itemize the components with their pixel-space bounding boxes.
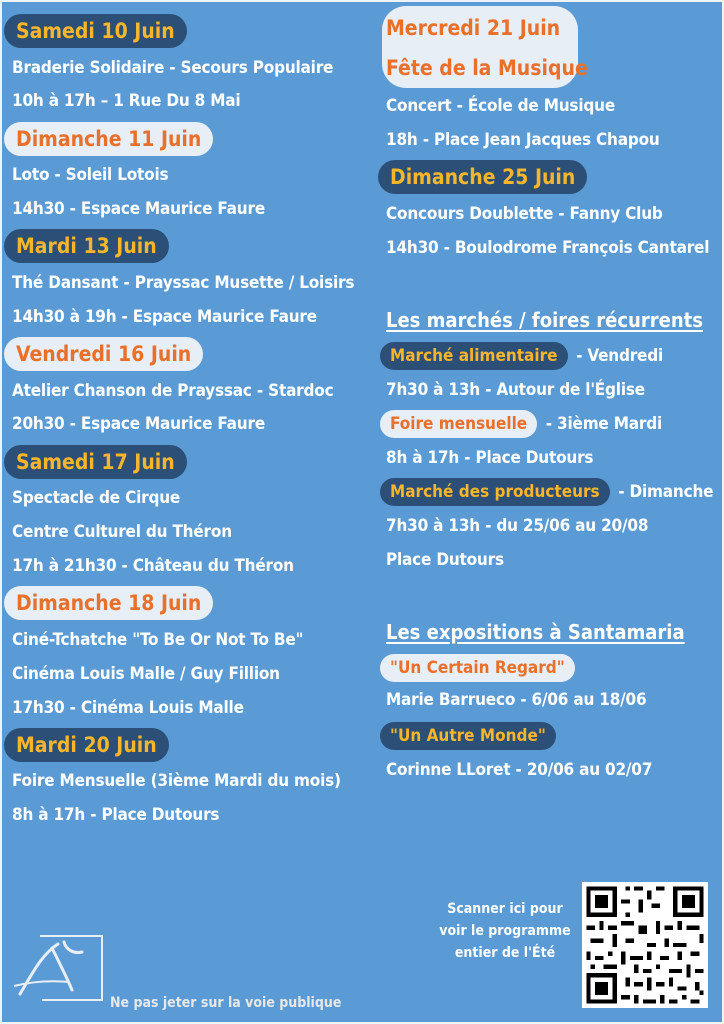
market-day: - Dimanche [618,482,714,502]
event-line: Braderie Solidaire - Secours Populaire [12,58,334,78]
event-line: 17h à 21h30 - Château du Théron [12,556,294,576]
expo-badge: "Un Autre Monde" [380,722,556,750]
date-badge: Dimanche 11 Juin [4,122,213,156]
date-badge: Samedi 10 Juin [4,14,187,48]
event-line: 7h30 à 13h - Autour de l'Église [386,380,645,400]
footer-notice: Ne pas jeter sur la voie publique [110,995,342,1011]
expos-heading: Les expositions à Santamaria [386,620,685,644]
scan-instructions [424,898,586,964]
date-badge-line: Fête de la Musique [386,56,588,80]
event-line: Place Dutours [386,550,504,570]
market-day: - 3ième Mardi [545,414,662,434]
event-line: Concert - École de Musique [386,96,615,116]
date-badge: Mardi 20 Juin [4,728,169,762]
event-line: 18h - Place Jean Jacques Chapou [386,130,660,150]
scan-line: entier de l'Été [454,945,556,961]
event-line: Concours Doublette - Fanny Club [386,204,663,224]
expo-badge: "Un Certain Regard" [380,654,575,682]
event-line: 8h à 17h - Place Dutours [12,805,220,825]
event-line: Loto - Soleil Lotois [12,165,169,185]
market-badge: Marché des producteurs [380,478,610,506]
event-line: 14h30 à 19h - Espace Maurice Faure [12,307,317,327]
market-day: - Vendredi [576,346,664,366]
date-badge: Dimanche 25 Juin [378,160,587,194]
event-line: 10h à 17h – 1 Rue Du 8 Mai [12,91,241,111]
market-badge: Foire mensuelle [380,410,537,438]
event-line: Foire Mensuelle (3ième Mardi du mois) [12,771,341,791]
event-line: Marie Barrueco - 6/06 au 18/06 [386,690,647,710]
event-line: 14h30 - Espace Maurice Faure [12,199,265,219]
scan-line: Scanner ici pour [447,901,563,917]
event-line: 20h30 - Espace Maurice Faure [12,414,265,434]
markets-heading: Les marchés / foires récurrents [386,308,703,332]
date-badge: Dimanche 18 Juin [4,586,213,620]
date-badge: Mardi 13 Juin [4,229,169,263]
event-line: Thé Dansant - Prayssac Musette / Loisirs [12,273,355,293]
event-line: 14h30 - Boulodrome François Cantarel [386,238,710,258]
date-badge: Vendredi 16 Juin [4,337,203,371]
date-badge: Samedi 17 Juin [4,445,187,479]
event-line: Spectacle de Cirque [12,488,181,508]
event-line: 8h à 17h - Place Dutours [386,448,594,468]
market-badge: Marché alimentaire [380,342,568,370]
scan-line: voir le programme [439,923,571,939]
qr-code-icon[interactable] [582,882,708,1008]
event-line: 17h30 - Cinéma Louis Malle [12,698,244,718]
event-line: Cinéma Louis Malle / Guy Fillion [12,664,280,684]
event-line: 7h30 à 13h - du 25/06 au 20/08 [386,516,649,536]
event-line: Corinne LLoret - 20/06 au 02/07 [386,760,653,780]
fork-logo-icon [12,934,104,1002]
event-line: Atelier Chanson de Prayssac - Stardoc [12,381,334,401]
event-line: Centre Culturel du Théron [12,522,232,542]
date-badge-line: Mercredi 21 Juin [386,16,561,40]
event-line: Ciné-Tchatche "To Be Or Not To Be" [12,630,304,650]
